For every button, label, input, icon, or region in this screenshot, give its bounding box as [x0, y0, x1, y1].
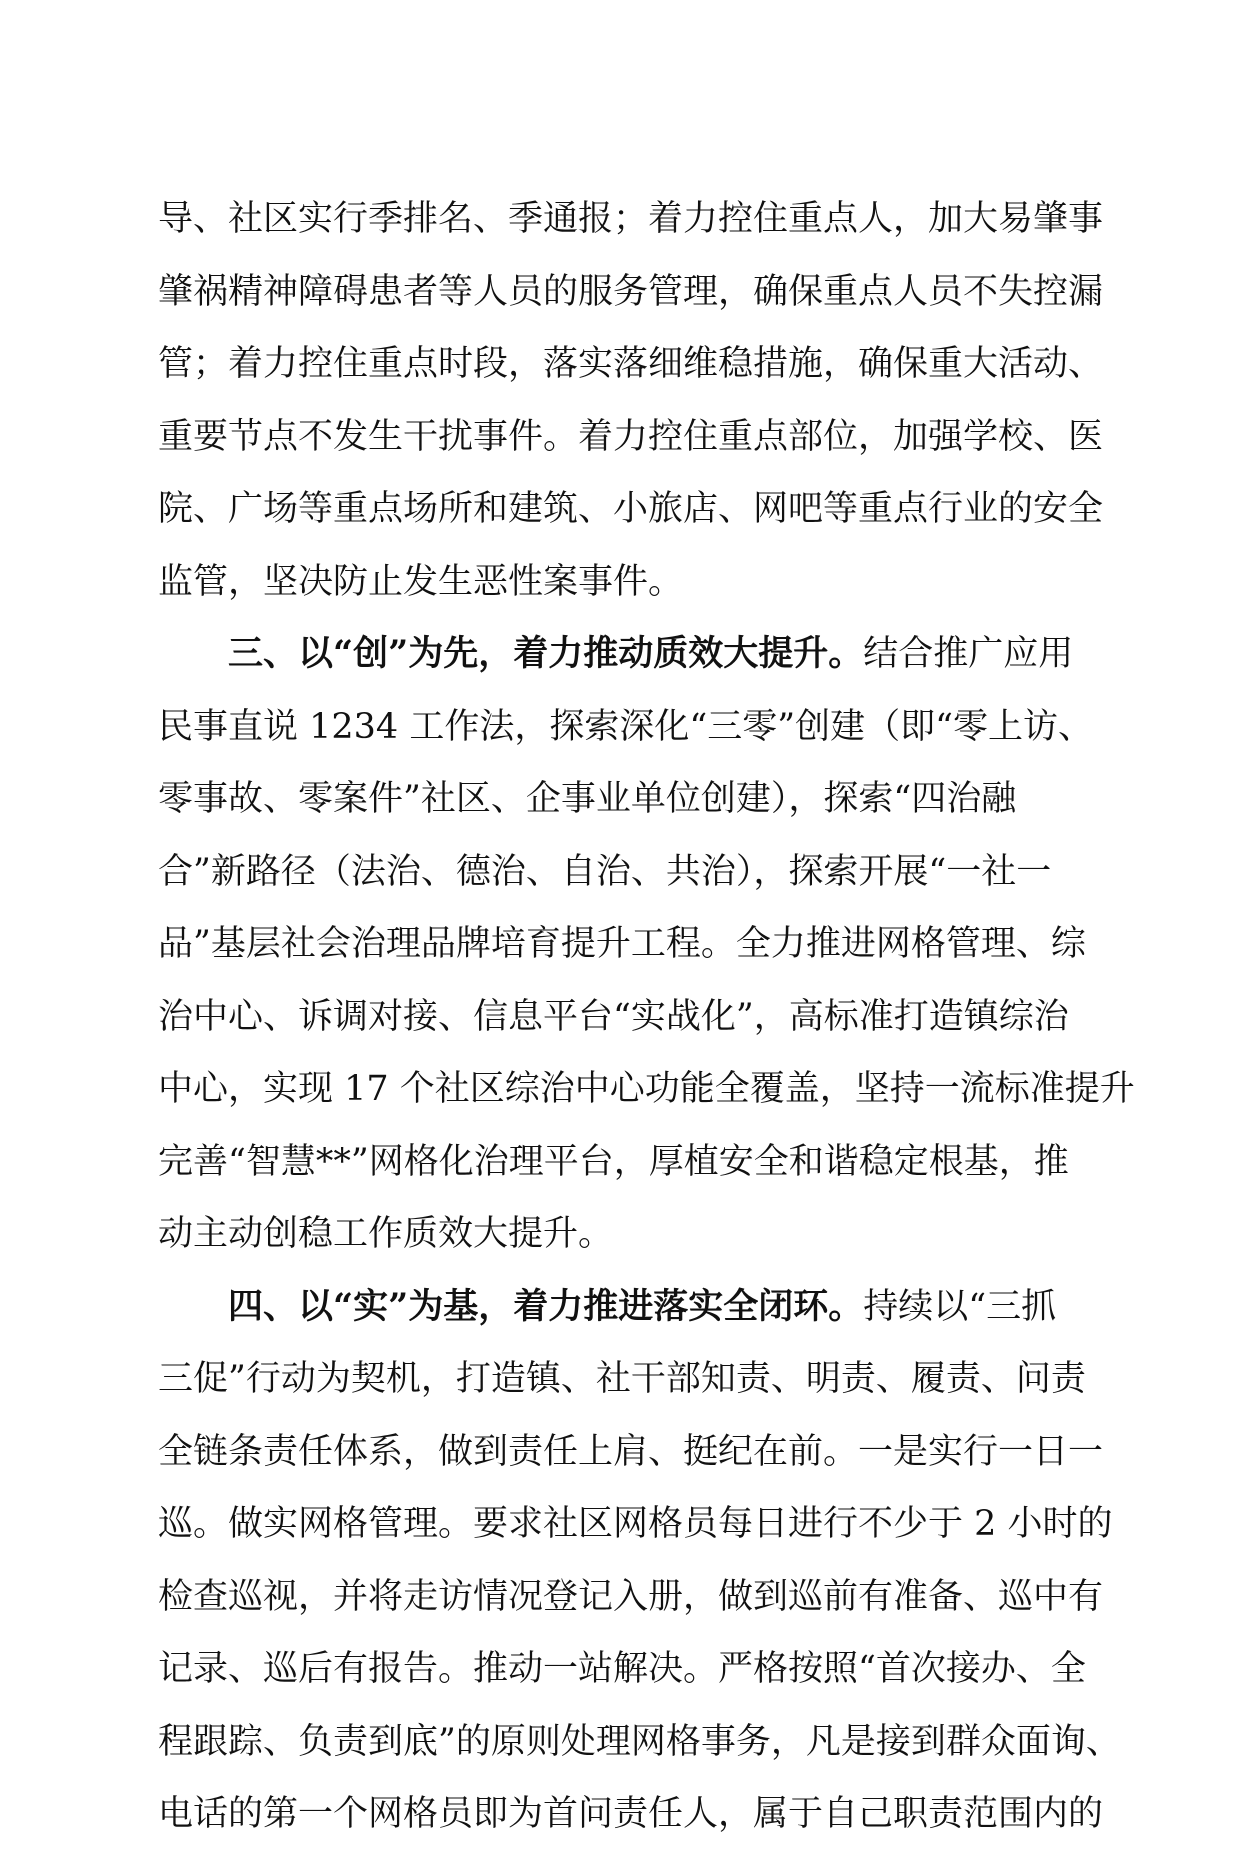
paragraph-line: 管；着力控住重点时段，落实落细维稳措施，确保重大活动、	[158, 344, 1104, 384]
paragraph-line: 电话的第一个网格员即为首问责任人，属于自己职责范围内的	[158, 1794, 1104, 1834]
paragraph-line: 院、广场等重点场所和建筑、小旅店、网吧等重点行业的安全	[158, 489, 1104, 529]
paragraph-line: 完善“智慧**”网格化治理平台，厚植安全和谐稳定根基，推	[158, 1141, 1069, 1182]
section-3-heading: 三、以“创”为先，着力推动质效大提升。	[228, 633, 864, 674]
paragraph-line: 动主动创稳工作质效大提升。	[158, 1214, 614, 1254]
paragraph-line: 程跟踪、负责到底”的原则处理网格事务，凡是接到群众面询、	[158, 1721, 1121, 1762]
section-3-first-line	[158, 618, 1088, 691]
paragraph-line: 肇祸精神障碍患者等人员的服务管理，确保重点人员不失控漏	[158, 271, 1104, 312]
body-text	[158, 183, 1135, 1851]
paragraph-line: 零事故、零案件”社区、企事业单位创建），探索“四治融	[158, 779, 1017, 819]
paragraph-line: 三促”行动为契机，打造镇、社干部知责、明责、履责、问责	[158, 1359, 1086, 1399]
paragraph-line: 民事直说 1234 工作法，探索深化“三零”创建（即“零上访、	[158, 706, 1094, 747]
paragraph-line: 导、社区实行季排名、季通报；着力控住重点人，加大易肇事	[158, 199, 1104, 239]
paragraph-line: 中心，实现 17 个社区综治中心功能全覆盖，坚持一流标准提升	[158, 1069, 1135, 1109]
paragraph-line: 巡。做实网格管理。要求社区网格员每日进行不少于 2 小时的	[158, 1504, 1113, 1544]
section-4-first-line	[158, 1271, 1088, 1344]
paragraph-line: 全链条责任体系，做到责任上肩、挺纪在前。一是实行一日一	[158, 1431, 1104, 1472]
paragraph-line: 品”基层社会治理品牌培育提升工程。全力推进网格管理、综	[158, 924, 1086, 964]
paragraph-line: 检查巡视，并将走访情况登记入册，做到巡前有准备、巡中有	[158, 1576, 1104, 1617]
section-3-first-line-text: 结合推广应用	[863, 634, 1074, 674]
section-4-first-line-text: 持续以“三抓	[863, 1286, 1057, 1327]
paragraph-line: 治中心、诉调对接、信息平台“实战化”，高标准打造镇综治	[158, 996, 1069, 1037]
section-4-heading: 四、以“实”为基，着力推进落实全闭环。	[228, 1285, 864, 1327]
paragraph-line: 监管，坚决防止发生恶性案事件。	[158, 561, 684, 602]
paragraph-line: 记录、巡后有报告。推动一站解决。严格按照“首次接办、全	[158, 1649, 1086, 1689]
paragraph-line: 合”新路径（法治、德治、自治、共治），探索开展“一社一	[158, 851, 1052, 892]
paragraph-line: 重要节点不发生干扰事件。着力控住重点部位，加强学校、医	[158, 416, 1104, 457]
